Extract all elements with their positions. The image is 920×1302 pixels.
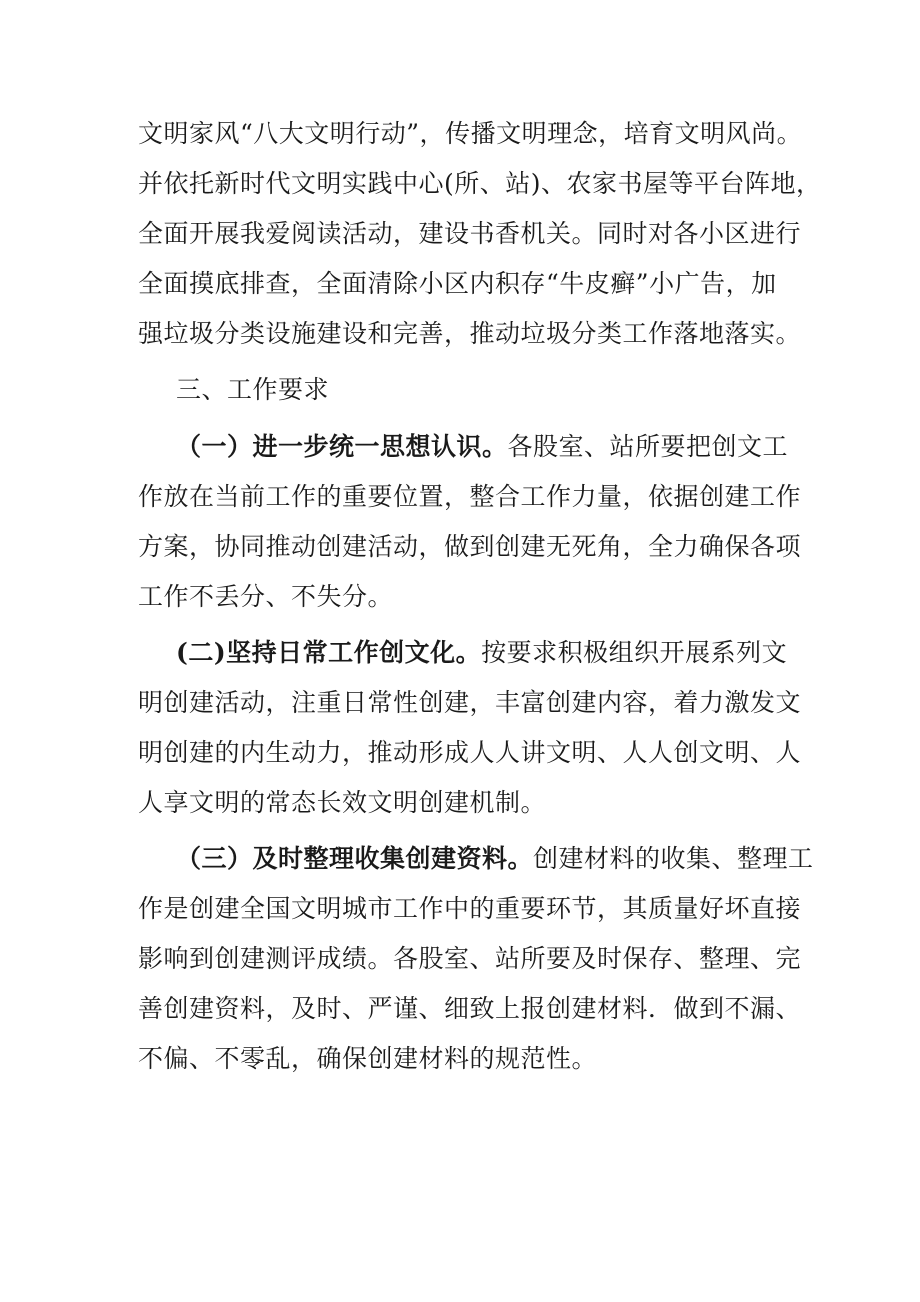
item2-first-line xyxy=(176,638,787,668)
item2-line-3: 明创建的内生动力，推动形成人人讲文明、人人创文明、人 xyxy=(138,738,802,767)
item3-first-line xyxy=(176,844,814,874)
intro-line-4: 全面摸底排查，全面清除小区内积存“牛皮癣”小广告，加 xyxy=(138,269,777,298)
intro-line-1: 文明家风“八大文明行动”，传播文明理念，培育文明风尚。 xyxy=(138,119,803,148)
item3-line-2: 作是创建全国文明城市工作中的重要环节，其质量好坏直接 xyxy=(138,894,802,923)
item1-title: （一）进一步统一思想认识。 xyxy=(176,432,508,461)
intro-line-2: 并依托新时代文明实践中心(所、站)、农家书屋等平台阵地， xyxy=(138,169,822,198)
item2-title: (二)坚持日常工作创文化。 xyxy=(176,638,482,667)
item2-line-4: 人享文明的常态长效文明创建机制。 xyxy=(138,788,547,817)
item3-line-4: 善创建资料，及时、严谨、细致上报创建材料．做到不漏、 xyxy=(138,994,802,1023)
item2-line-2: 明创建活动，注重日常性创建，丰富创建内容，着力激发文 xyxy=(138,688,802,717)
section-heading: 三、工作要求 xyxy=(176,375,330,404)
item3-line-3: 影响到创建测评成绩。各股室、站所要及时保存、整理、完 xyxy=(138,944,802,973)
item1-first-line xyxy=(176,432,788,462)
intro-line-3: 全面开展我爱阅读活动，建设书香机关。同时对各小区进行 xyxy=(138,219,802,248)
intro-line-5: 强垃圾分类设施建设和完善，推动垃圾分类工作落地落实。 xyxy=(138,319,802,348)
item3-first-line-rest: 创建材料的收集、整理工 xyxy=(533,844,814,873)
item1-first-line-rest: 各股室、站所要把创文工 xyxy=(507,432,789,461)
item1-line-4: 工作不丢分、不失分。 xyxy=(138,582,394,611)
item1-line-3: 方案，协同推动创建活动，做到创建无死角，全力确保各项 xyxy=(138,532,802,561)
item3-line-5: 不偏、不零乱，确保创建材料的规范性。 xyxy=(138,1044,598,1073)
item1-line-2: 作放在当前工作的重要位置，整合工作力量，依据创建工作 xyxy=(138,482,802,511)
item2-first-line-rest: 按要求积极组织开展系列文 xyxy=(481,638,788,667)
item3-title: （三）及时整理收集创建资料。 xyxy=(176,844,534,873)
